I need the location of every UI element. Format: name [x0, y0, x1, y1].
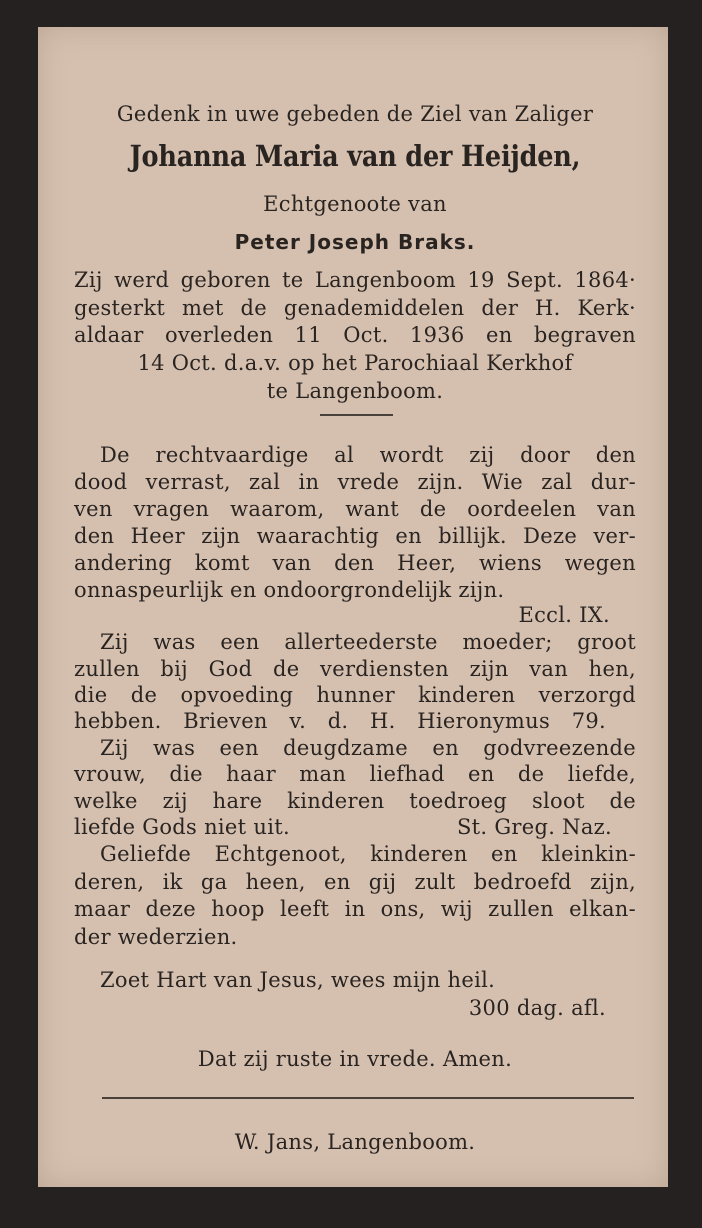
text-line: Zij was een deugdzame en godvreezende	[100, 736, 636, 760]
bio-line: Zij werd geboren te Langenboom 19 Sept. 1864·	[74, 268, 636, 292]
text-line: die de opvoeding hunner kinderen verzorgd	[74, 683, 636, 707]
citation: St. Greg. Naz.	[456, 815, 612, 839]
closing-line: Dat zij ruste in vrede. Amen.	[197, 1047, 513, 1071]
text-line: andering komt van den Heer, wiens wegen	[74, 551, 636, 575]
relation-line: Echtgenoote van	[263, 192, 447, 216]
text-line: liefde Gods niet uit.	[74, 815, 290, 839]
citation: Eccl. IX.	[518, 603, 610, 627]
bio-line: te Langenboom.	[266, 379, 444, 403]
text-line: den Heer zijn waarachtig en billijk. Deze ver-	[74, 524, 636, 548]
printer: W. Jans, Langenboom.	[234, 1130, 476, 1154]
text-line: onnaspeurlijk en ondoorgrondelijk zijn.	[74, 578, 505, 602]
bio-line: gesterkt met de genademiddelen der H. Kerk·	[74, 296, 636, 320]
text-line: welke zij hare kinderen toedroeg sloot de	[74, 789, 636, 813]
short-divider	[320, 414, 393, 416]
bio-line: aldaar overleden 11 Oct. 1936 en begraven	[74, 323, 636, 347]
husband-name: Peter Joseph Braks.	[234, 230, 476, 254]
text-line: Zij was een allerteederste moeder; groot	[100, 630, 636, 654]
card-paper	[38, 27, 668, 1187]
text-line: dood verrast, zal in vrede zijn. Wie zal dur-	[74, 470, 636, 494]
text-line: maar deze hoop leeft in ons, wij zullen elkan-	[74, 897, 636, 921]
text-line: der wederzien.	[74, 925, 238, 949]
bottom-divider	[102, 1097, 634, 1099]
bio-line: 14 Oct. d.a.v. op het Parochiaal Kerkhof	[137, 351, 573, 375]
deceased-name: Johanna Maria van der Heijden,	[129, 139, 581, 173]
intro-line: Gedenk in uwe gebeden de Ziel van Zaliger	[116, 102, 594, 126]
text-line: ven vragen waarom, want de oordeelen van	[74, 497, 636, 521]
text-line: deren, ik ga heen, en gij zult bedroefd zijn,	[74, 870, 636, 894]
prayer-line: Zoet Hart van Jesus, wees mijn heil.	[100, 968, 496, 992]
text-line: hebben. Brieven v. d. H. Hieronymus 79.	[74, 709, 606, 733]
indulgence: 300 dag. afl.	[468, 996, 606, 1020]
text-line: vrouw, die haar man liefhad en de liefde,	[74, 762, 636, 786]
text-line: Geliefde Echtgenoot, kinderen en kleinkin-	[100, 842, 636, 866]
text-line: De rechtvaardige al wordt zij door den	[100, 443, 636, 467]
text-line: zullen bij God de verdiensten zijn van hen,	[74, 657, 636, 681]
